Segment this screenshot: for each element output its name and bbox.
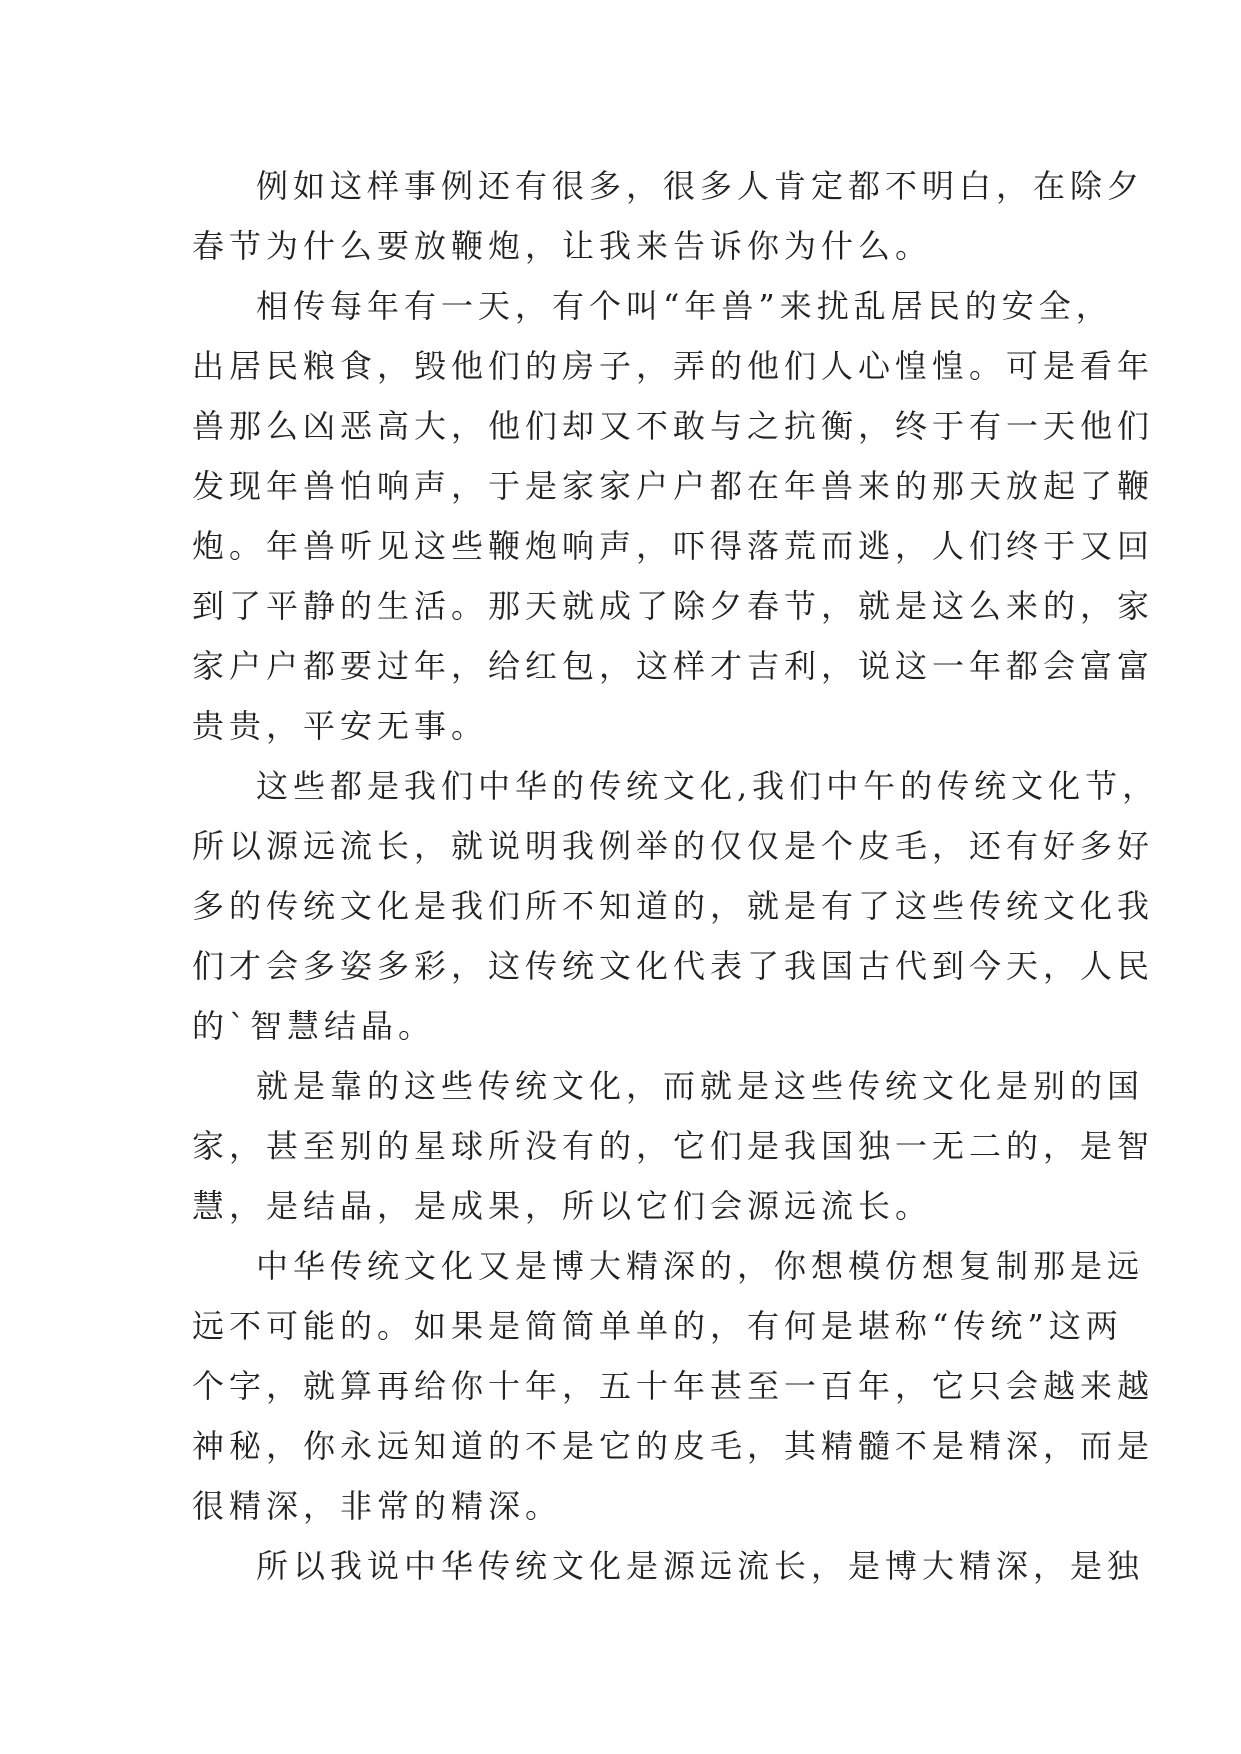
text-line: 所以我说中华传统文化是源远流长，是博大精深，是独 [256, 1547, 1145, 1585]
text-line: 很精深，非常的精深。 [192, 1487, 563, 1525]
text-line: 中华传统文化又是博大精深的，你想模仿想复制那是远 [256, 1247, 1145, 1285]
paragraph [192, 1236, 1155, 1536]
text-line: 所以源远流长，就说明我例举的仅仅是个皮毛，还有好多好 [192, 827, 1155, 865]
text-line: 多的传统文化是我们所不知道的，就是有了这些传统文化我 [192, 887, 1155, 925]
text-line: 贵贵，平安无事。 [192, 707, 489, 745]
text-line: 神秘，你永远知道的不是它的皮毛，其精髓不是精深，而是 [192, 1427, 1155, 1465]
text-line: 远不可能的。如果是简简单单的，有何是堪称“传统”这两 [192, 1307, 1123, 1345]
text-line: 发现年兽怕响声，于是家家户户都在年兽来的那天放起了鞭 [192, 467, 1155, 505]
paragraph [192, 276, 1155, 756]
text-line: 兽那么凶恶高大，他们却又不敢与之抗衡，终于有一天他们 [192, 407, 1155, 445]
document-body [192, 156, 1160, 1596]
text-line: 家户户都要过年，给红包，这样才吉利，说这一年都会富富 [192, 647, 1155, 685]
text-line: 例如这样事例还有很多，很多人肯定都不明白，在除夕 [256, 167, 1145, 205]
text-line: 个字，就算再给你十年，五十年甚至一百年，它只会越来越 [192, 1367, 1155, 1405]
text-line: 们才会多姿多彩，这传统文化代表了我国古代到今天，人民 [192, 947, 1155, 985]
paragraph [192, 756, 1160, 1056]
paragraph [192, 1056, 1155, 1236]
text-line: 春节为什么要放鞭炮，让我来告诉你为什么。 [192, 227, 933, 265]
text-line: 这些都是我们中华的传统文化,我们中午的传统文化节， [256, 767, 1160, 805]
text-line: 就是靠的这些传统文化，而就是这些传统文化是别的国 [256, 1067, 1145, 1105]
text-line: 出居民粮食，毁他们的房子，弄的他们人心惶惶。可是看年 [192, 347, 1155, 385]
text-line: 的`智慧结晶。 [192, 1007, 436, 1045]
text-line: 家，甚至别的星球所没有的，它们是我国独一无二的，是智 [192, 1127, 1155, 1165]
text-line: 到了平静的生活。那天就成了除夕春节，就是这么来的，家 [192, 587, 1155, 625]
text-line: 慧，是结晶，是成果，所以它们会源远流长。 [192, 1187, 933, 1225]
text-line: 相传每年有一天，有个叫“年兽”来扰乱居民的安全， [256, 287, 1113, 325]
text-line: 炮。年兽听见这些鞭炮响声，吓得落荒而逃，人们终于又回 [192, 527, 1155, 565]
paragraph [192, 156, 1145, 276]
paragraph [192, 1536, 1145, 1596]
